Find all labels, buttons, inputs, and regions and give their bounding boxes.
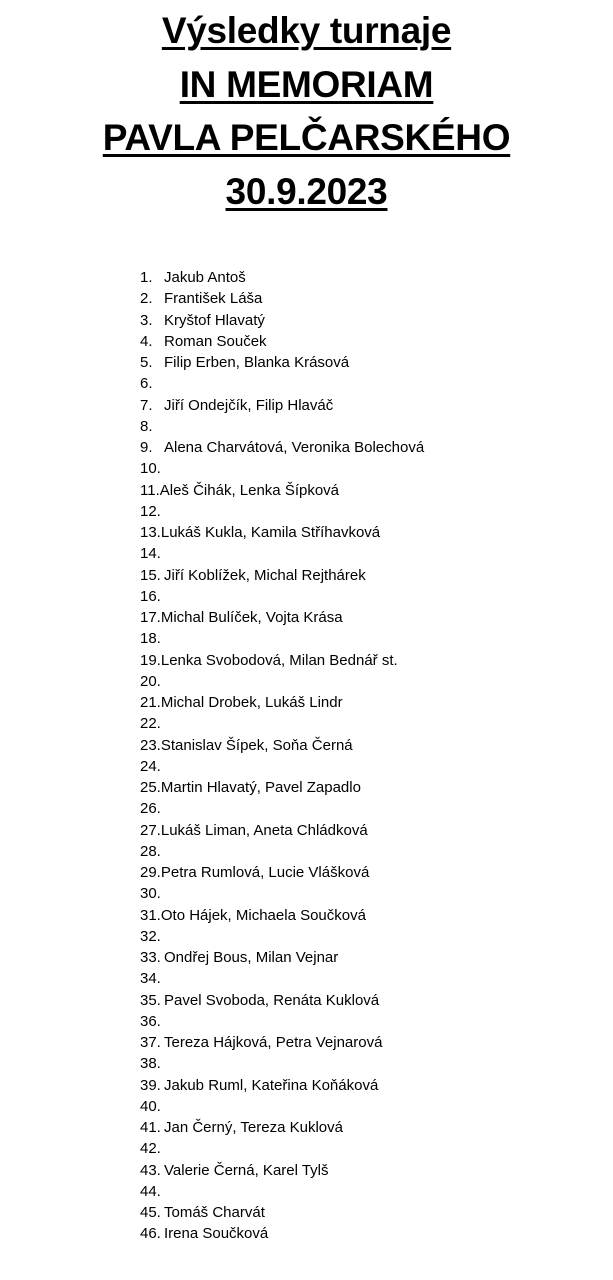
result-rank: 16.: [140, 587, 161, 605]
result-row: [140, 416, 424, 437]
result-rank: 36.: [140, 1012, 161, 1030]
result-row: [140, 437, 424, 458]
result-rank: 19.: [140, 651, 161, 669]
result-rank: 29.: [140, 864, 161, 881]
result-row: [140, 883, 424, 904]
result-row: [140, 1223, 424, 1244]
result-rank: 18.: [140, 630, 161, 648]
result-names: Lenka Svobodová, Milan Bednář st.: [160, 651, 398, 669]
result-names: Tereza Hájková, Petra Vejnarová: [164, 1034, 383, 1051]
result-row: [140, 543, 424, 564]
result-names: Jiří Koblížek, Michal Rejthárek: [164, 566, 366, 584]
result-row: [140, 310, 424, 331]
result-row: [140, 777, 424, 798]
result-row: [140, 352, 424, 373]
result-row: [140, 480, 424, 501]
result-rank: 2.: [140, 290, 153, 308]
result-row: [140, 1075, 424, 1096]
result-row: [140, 990, 424, 1011]
title-line-2: IN MEMORIAM: [179, 63, 434, 105]
result-row: [140, 331, 424, 352]
result-row: [140, 820, 424, 841]
document-title: [0, 4, 613, 218]
result-rank: 31.: [140, 906, 161, 924]
result-row: [140, 735, 424, 756]
result-row: [140, 1202, 424, 1223]
title-line-1: Výsledky turnaje: [161, 10, 452, 51]
result-row: [140, 501, 424, 522]
result-rank: 41.: [140, 1119, 161, 1136]
result-rank: 33.: [140, 949, 161, 966]
result-names: Jan Černý, Tereza Kuklová: [164, 1119, 343, 1136]
result-names: Jiří Ondejčík, Filip Hlaváč: [164, 396, 334, 414]
result-row: [140, 1011, 424, 1032]
result-rank: 44.: [140, 1182, 161, 1200]
result-rank: 38.: [140, 1055, 161, 1073]
result-row: [140, 1117, 424, 1138]
result-rank: 17.: [140, 609, 161, 626]
result-rank: 7.: [140, 396, 153, 414]
result-names: Lukáš Kukla, Kamila Stříhavková: [160, 524, 381, 541]
result-rank: 30.: [140, 885, 161, 903]
result-row: [140, 607, 424, 628]
result-names: Roman Souček: [164, 332, 267, 350]
result-rank: 20.: [140, 672, 161, 690]
result-rank: 4.: [140, 332, 153, 350]
result-row: [140, 926, 424, 947]
result-rank: 40.: [140, 1097, 161, 1115]
result-rank: 43.: [140, 1161, 161, 1179]
result-rank: 45.: [140, 1204, 161, 1221]
result-row: [140, 692, 424, 713]
result-rank: 3.: [140, 311, 153, 329]
result-names: Michal Drobek, Lukáš Lindr: [160, 694, 343, 711]
result-rank: 42.: [140, 1140, 161, 1158]
result-row: [140, 1053, 424, 1074]
result-names: Irena Součková: [164, 1225, 269, 1243]
result-rank: 6.: [140, 375, 153, 393]
result-names: Alena Charvátová, Veronika Bolechová: [164, 439, 425, 456]
result-names: Oto Hájek, Michaela Součková: [160, 906, 366, 924]
result-row: [140, 586, 424, 607]
result-row: [140, 1032, 424, 1053]
result-row: [140, 671, 424, 692]
result-rank: 25.: [140, 779, 161, 796]
result-rank: 13.: [140, 524, 161, 541]
result-row: [140, 1160, 424, 1181]
title-line-4-date: 30.9.2023: [225, 170, 388, 212]
result-row: [140, 713, 424, 734]
result-names: Kryštof Hlavatý: [164, 311, 265, 329]
result-rank: 15.: [140, 566, 161, 584]
result-row: [140, 1138, 424, 1159]
result-rank: 32.: [140, 927, 161, 945]
result-rank: 24.: [140, 757, 161, 775]
result-row: [140, 458, 424, 479]
results-list: [140, 267, 424, 1245]
result-rank: 22.: [140, 715, 161, 733]
result-rank: 12.: [140, 502, 161, 520]
result-row: [140, 650, 424, 671]
result-rank: 11.: [140, 481, 160, 499]
result-names: Ondřej Bous, Milan Vejnar: [164, 949, 339, 966]
result-names: Michal Bulíček, Vojta Krása: [160, 609, 343, 626]
result-names: Stanislav Šípek, Soňa Černá: [160, 736, 353, 754]
result-row: [140, 1181, 424, 1202]
result-rank: 5.: [140, 354, 153, 371]
result-rank: 1.: [140, 269, 153, 286]
result-row: [140, 628, 424, 649]
result-row: [140, 798, 424, 819]
result-rank: 8.: [140, 417, 153, 435]
result-names: Lukáš Liman, Aneta Chládková: [160, 821, 368, 839]
result-row: [140, 373, 424, 394]
title-line-3: PAVLA PELČARSKÉHO: [102, 117, 511, 158]
result-rank: 27.: [140, 821, 161, 839]
result-names: Aleš Čihák, Lenka Šípková: [159, 481, 340, 499]
result-rank: 26.: [140, 800, 161, 818]
result-row: [140, 841, 424, 862]
result-names: Jakub Antoš: [164, 269, 246, 286]
result-rank: 21.: [140, 694, 161, 711]
result-rank: 34.: [140, 970, 161, 988]
result-rank: 23.: [140, 736, 161, 754]
result-row: [140, 522, 424, 543]
result-names: Martin Hlavatý, Pavel Zapadlo: [160, 779, 361, 796]
result-rank: 28.: [140, 842, 161, 860]
result-names: Jakub Ruml, Kateřina Koňáková: [164, 1076, 379, 1094]
result-row: [140, 862, 424, 883]
result-rank: 37.: [140, 1034, 161, 1051]
result-names: Filip Erben, Blanka Krásová: [164, 354, 350, 371]
result-row: [140, 1096, 424, 1117]
result-names: Petra Rumlová, Lucie Vlášková: [160, 864, 370, 881]
result-row: [140, 968, 424, 989]
result-rank: 46.: [140, 1225, 161, 1243]
result-row: [140, 947, 424, 968]
result-row: [140, 565, 424, 586]
result-row: [140, 395, 424, 416]
result-names: František Láša: [164, 290, 263, 308]
result-rank: 39.: [140, 1076, 161, 1094]
result-rank: 35.: [140, 991, 161, 1009]
result-names: Tomáš Charvát: [164, 1204, 265, 1221]
result-rank: 10.: [140, 460, 161, 478]
result-row: [140, 756, 424, 777]
result-names: Valerie Černá, Karel Tylš: [164, 1161, 329, 1179]
result-row: [140, 288, 424, 309]
result-row: [140, 267, 424, 288]
result-rank: 14.: [140, 545, 161, 563]
result-names: Pavel Svoboda, Renáta Kuklová: [164, 991, 380, 1009]
result-rank: 9.: [140, 439, 153, 456]
result-row: [140, 905, 424, 926]
